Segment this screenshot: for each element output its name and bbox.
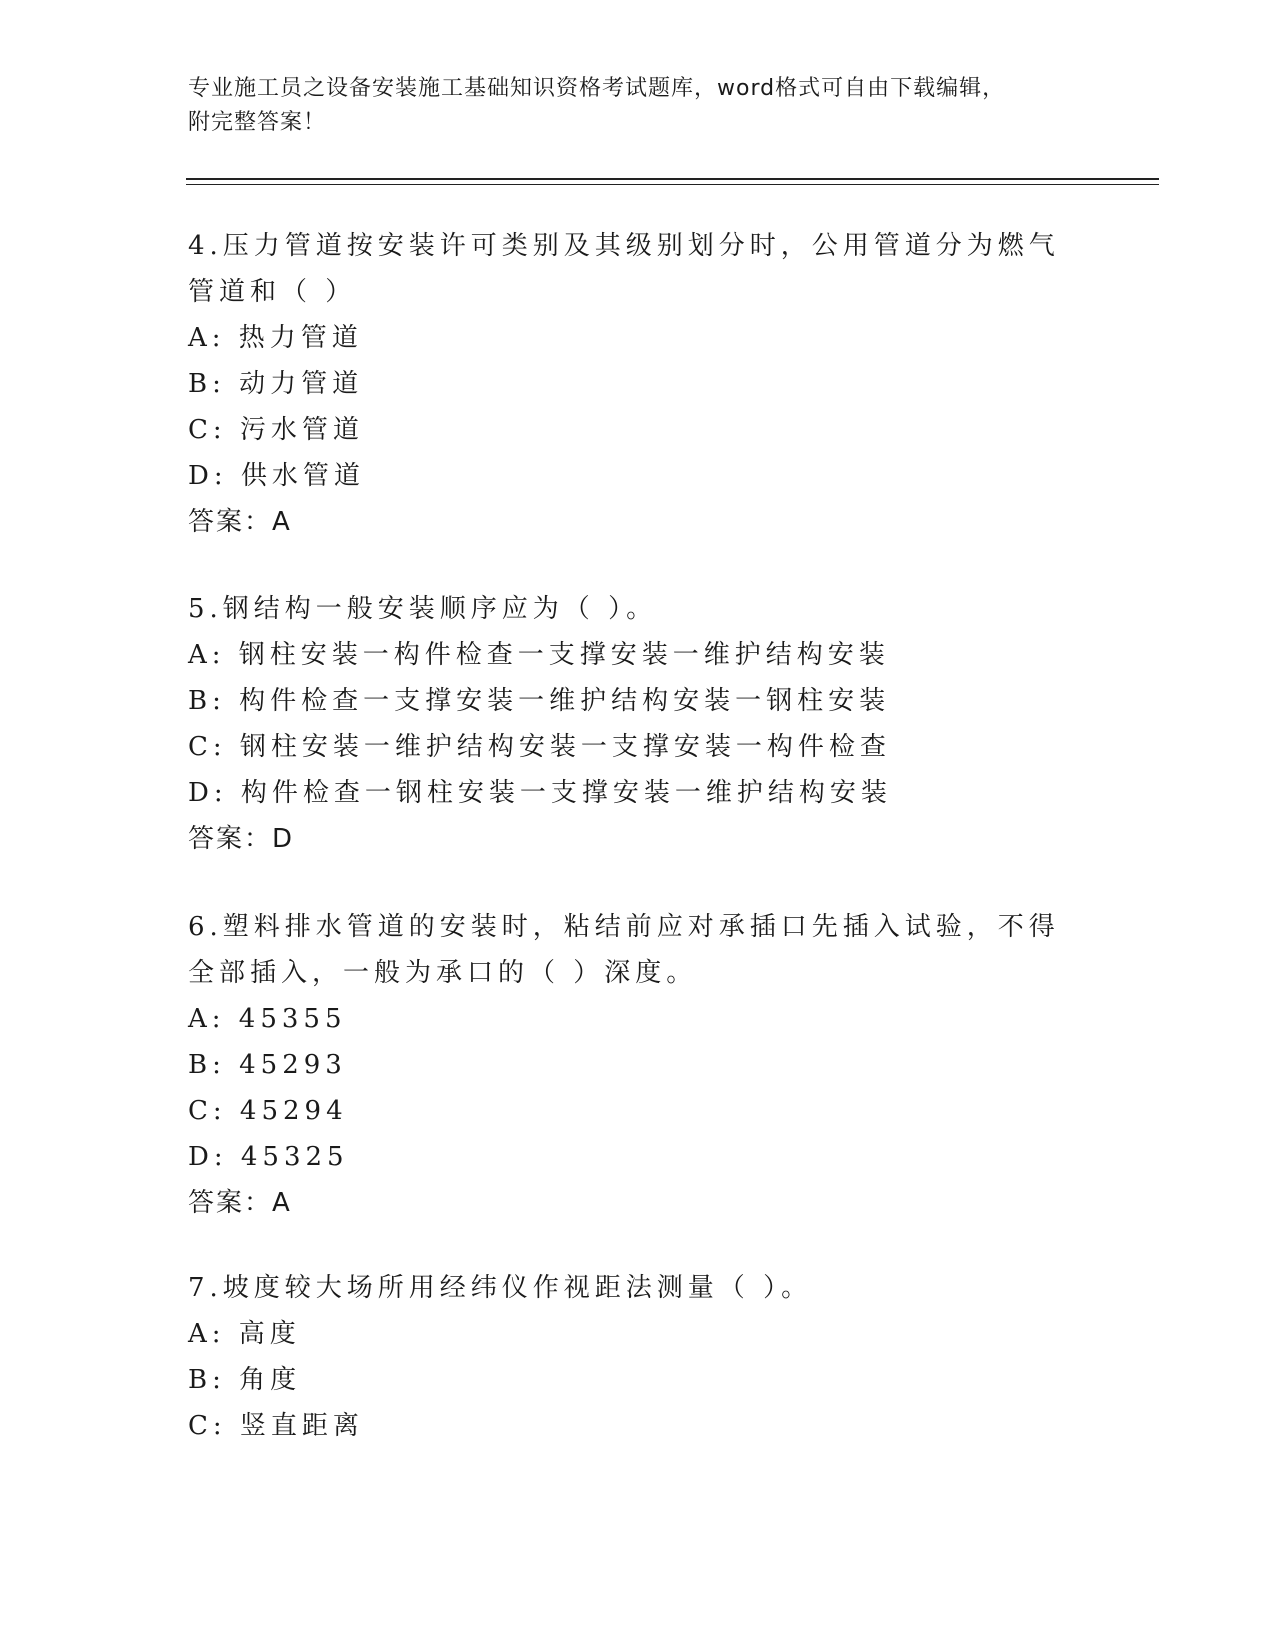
header-line-1: 专业施工员之设备安装施工基础知识资格考试题库，word格式可自由下载编辑， — [188, 76, 1006, 101]
question-5 — [188, 586, 1088, 862]
header-line-2: 附完整答案！ — [188, 110, 327, 135]
option-a: A: 热力管道 — [188, 323, 363, 353]
document-header — [188, 72, 1068, 140]
option-a: A: 钢柱安装一构件检查一支撑安装一维护结构安装 — [188, 640, 890, 670]
question-stem: 6.塑料排水管道的安装时，粘结前应对承插口先插入试验，不得全部插入，一般为承口的（ ）深度。 — [188, 912, 1060, 988]
header-divider-thick — [186, 178, 1159, 180]
option-b: B: 构件检查一支撑安装一维护结构安装一钢柱安装 — [188, 686, 891, 716]
option-a: A: 高度 — [188, 1319, 301, 1349]
question-7 — [188, 1265, 1088, 1449]
option-c: C: 45294 — [188, 1096, 348, 1126]
answer: 答案：D — [188, 824, 295, 854]
option-c: C: 竖直距离 — [188, 1411, 364, 1441]
option-b: B: 动力管道 — [188, 369, 364, 399]
option-d: D: 供水管道 — [188, 461, 365, 491]
question-stem: 5.钢结构一般安装顺序应为（ ）。 — [188, 594, 658, 624]
question-6 — [188, 904, 1088, 1226]
option-d: D: 45325 — [188, 1142, 349, 1172]
question-stem: 4.压力管道按安装许可类别及其级别划分时，公用管道分为燃气管道和（ ） — [188, 231, 1060, 307]
option-d: D: 构件检查一钢柱安装一支撑安装一维护结构安装 — [188, 778, 892, 808]
option-c: C: 钢柱安装一维护结构安装一支撑安装一构件检查 — [188, 732, 891, 762]
option-c: C: 污水管道 — [188, 415, 364, 445]
question-4 — [188, 223, 1088, 545]
option-b: B: 角度 — [188, 1365, 302, 1395]
option-b: B: 45293 — [188, 1050, 347, 1080]
question-stem: 7.坡度较大场所用经纬仪作视距法测量（ ）。 — [188, 1273, 813, 1303]
answer: 答案：A — [188, 507, 292, 537]
answer: 答案：A — [188, 1188, 292, 1218]
option-a: A: 45355 — [188, 1004, 347, 1034]
header-divider-thin — [186, 184, 1159, 185]
